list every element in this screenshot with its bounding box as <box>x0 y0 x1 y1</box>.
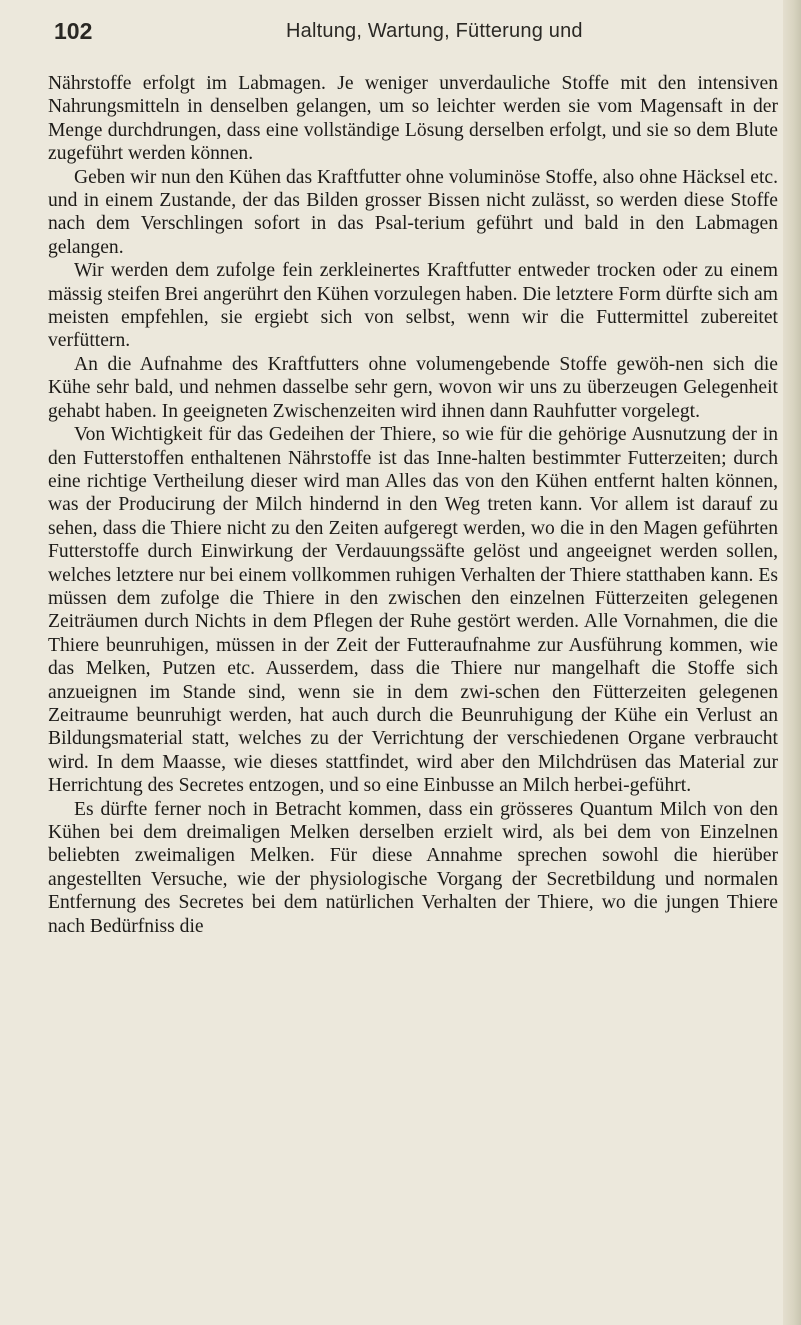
paragraph: Nährstoffe erfolgt im Labmagen. Je weniger unverdauliche Stoffe mit den intensiven Nahrungsmitteln in denselben gelangen, um so leichter werden sie vom Magensaft in der Menge durchdrungen, dass eine vollständige Lösung derselben erfolgt, und sie so dem Blute zugeführt werden können. <box>48 73 778 165</box>
paragraph: An die Aufnahme des Kraftfutters ohne volumengebende Stoffe gewöh-nen sich die Kühe sehr bald, und nehmen dasselbe sehr gern, wovon wir uns zu überzeugen Gelegenheit gehabt haben. In geeigneten Zwischenzeiten wird ihnen dann Rauhfutter vorgelegt. <box>48 353 778 422</box>
paragraph: Von Wichtigkeit für das Gedeihen der Thiere, so wie für die gehörige Ausnutzung der in den Futterstoffen enthaltenen Nährstoffe ist das Inne-halten bestimmter Futterzeiten; durch eine richtige Vertheilung dieser wird man Alles das von den Kühen entfernt halten können, was der Producirung der Milch hindernd in den Weg treten kann. Vor allem ist darauf zu sehen, dass die Thiere nicht zu den Zeiten aufgeregt werden, wo die in den Magen geführten Futterstoffe durch Einwirkung der Verdauungssäfte gelöst und angeeignet werden sollen, welches letztere nur bei einem vollkommen ruhigen Verhalten der Thiere statthaben kann. Es müssen dem zufolge die Thiere in den zwischen den einzelnen Fütterzeiten gelegenen Zeiträumen durch Nichts in dem Pflegen der Ruhe gestört werden. Alle Vornahmen, die die Thiere beunruhigen, müssen in der Zeit der Futteraufnahme zur Ausführung kommen, wie das Melken, Putzen etc. Ausserdem, dass die Thiere nur mangelhaft die Stoffe sich anzueignen im Stande sind, wenn sie in dem zwi-schen den Fütterzeiten gelegenen Zeitraume beunruhigt werden, hat auch durch die Beunruhigung der Kühe ein Verlust an Bildungsmaterial statt, welches zu der Verrichtung der verschiedenen Organe verbraucht wird. In dem Maasse, wie dieses stattfindet, wird aber den Milchdrüsen das Material zur Herrichtung des Secretes entzogen, und so eine Einbusse an Milch herbei-geführt. <box>48 424 778 797</box>
running-head: Haltung, Wartung, Fütterung und <box>286 20 583 42</box>
page-edge-shadow <box>783 0 801 1325</box>
page-number: 102 <box>54 18 93 44</box>
paragraph: Geben wir nun den Kühen das Kraftfutter ohne voluminöse Stoffe, also ohne Häcksel etc. und in einem Zustande, der das Bilden grosser Bissen nicht zulässt, so werden diese Stoffe nach dem Verschlingen sofort in das Psal-terium geführt und bald in den Labmagen gelangen. <box>48 166 778 258</box>
body-text <box>48 72 778 938</box>
paragraph: Wir werden dem zufolge fein zerkleinertes Kraftfutter entweder trocken oder zu einem mässig steifen Brei angerührt den Kühen vorzulegen haben. Die letztere Form dürfte sich am meisten empfehlen, sie ergiebt sich von selbst, wenn wir die Futtermittel zubereitet verfüttern. <box>48 260 778 352</box>
paragraph: Es dürfte ferner noch in Betracht kommen, dass ein grösseres Quantum Milch von den Kühen bei dem dreimaligen Melken derselben erzielt wird, als bei dem von Einzelnen beliebten zweimaligen Melken. Für diese Annahme sprechen sowohl die hierüber angestellten Versuche, wie der physiologische Vorgang der Secretbildung und normalen Entfernung des Secretes bei dem natürlichen Verhalten der Thiere, wo die jungen Thiere nach Bedürfniss die <box>48 798 778 937</box>
page-header <box>54 18 761 54</box>
